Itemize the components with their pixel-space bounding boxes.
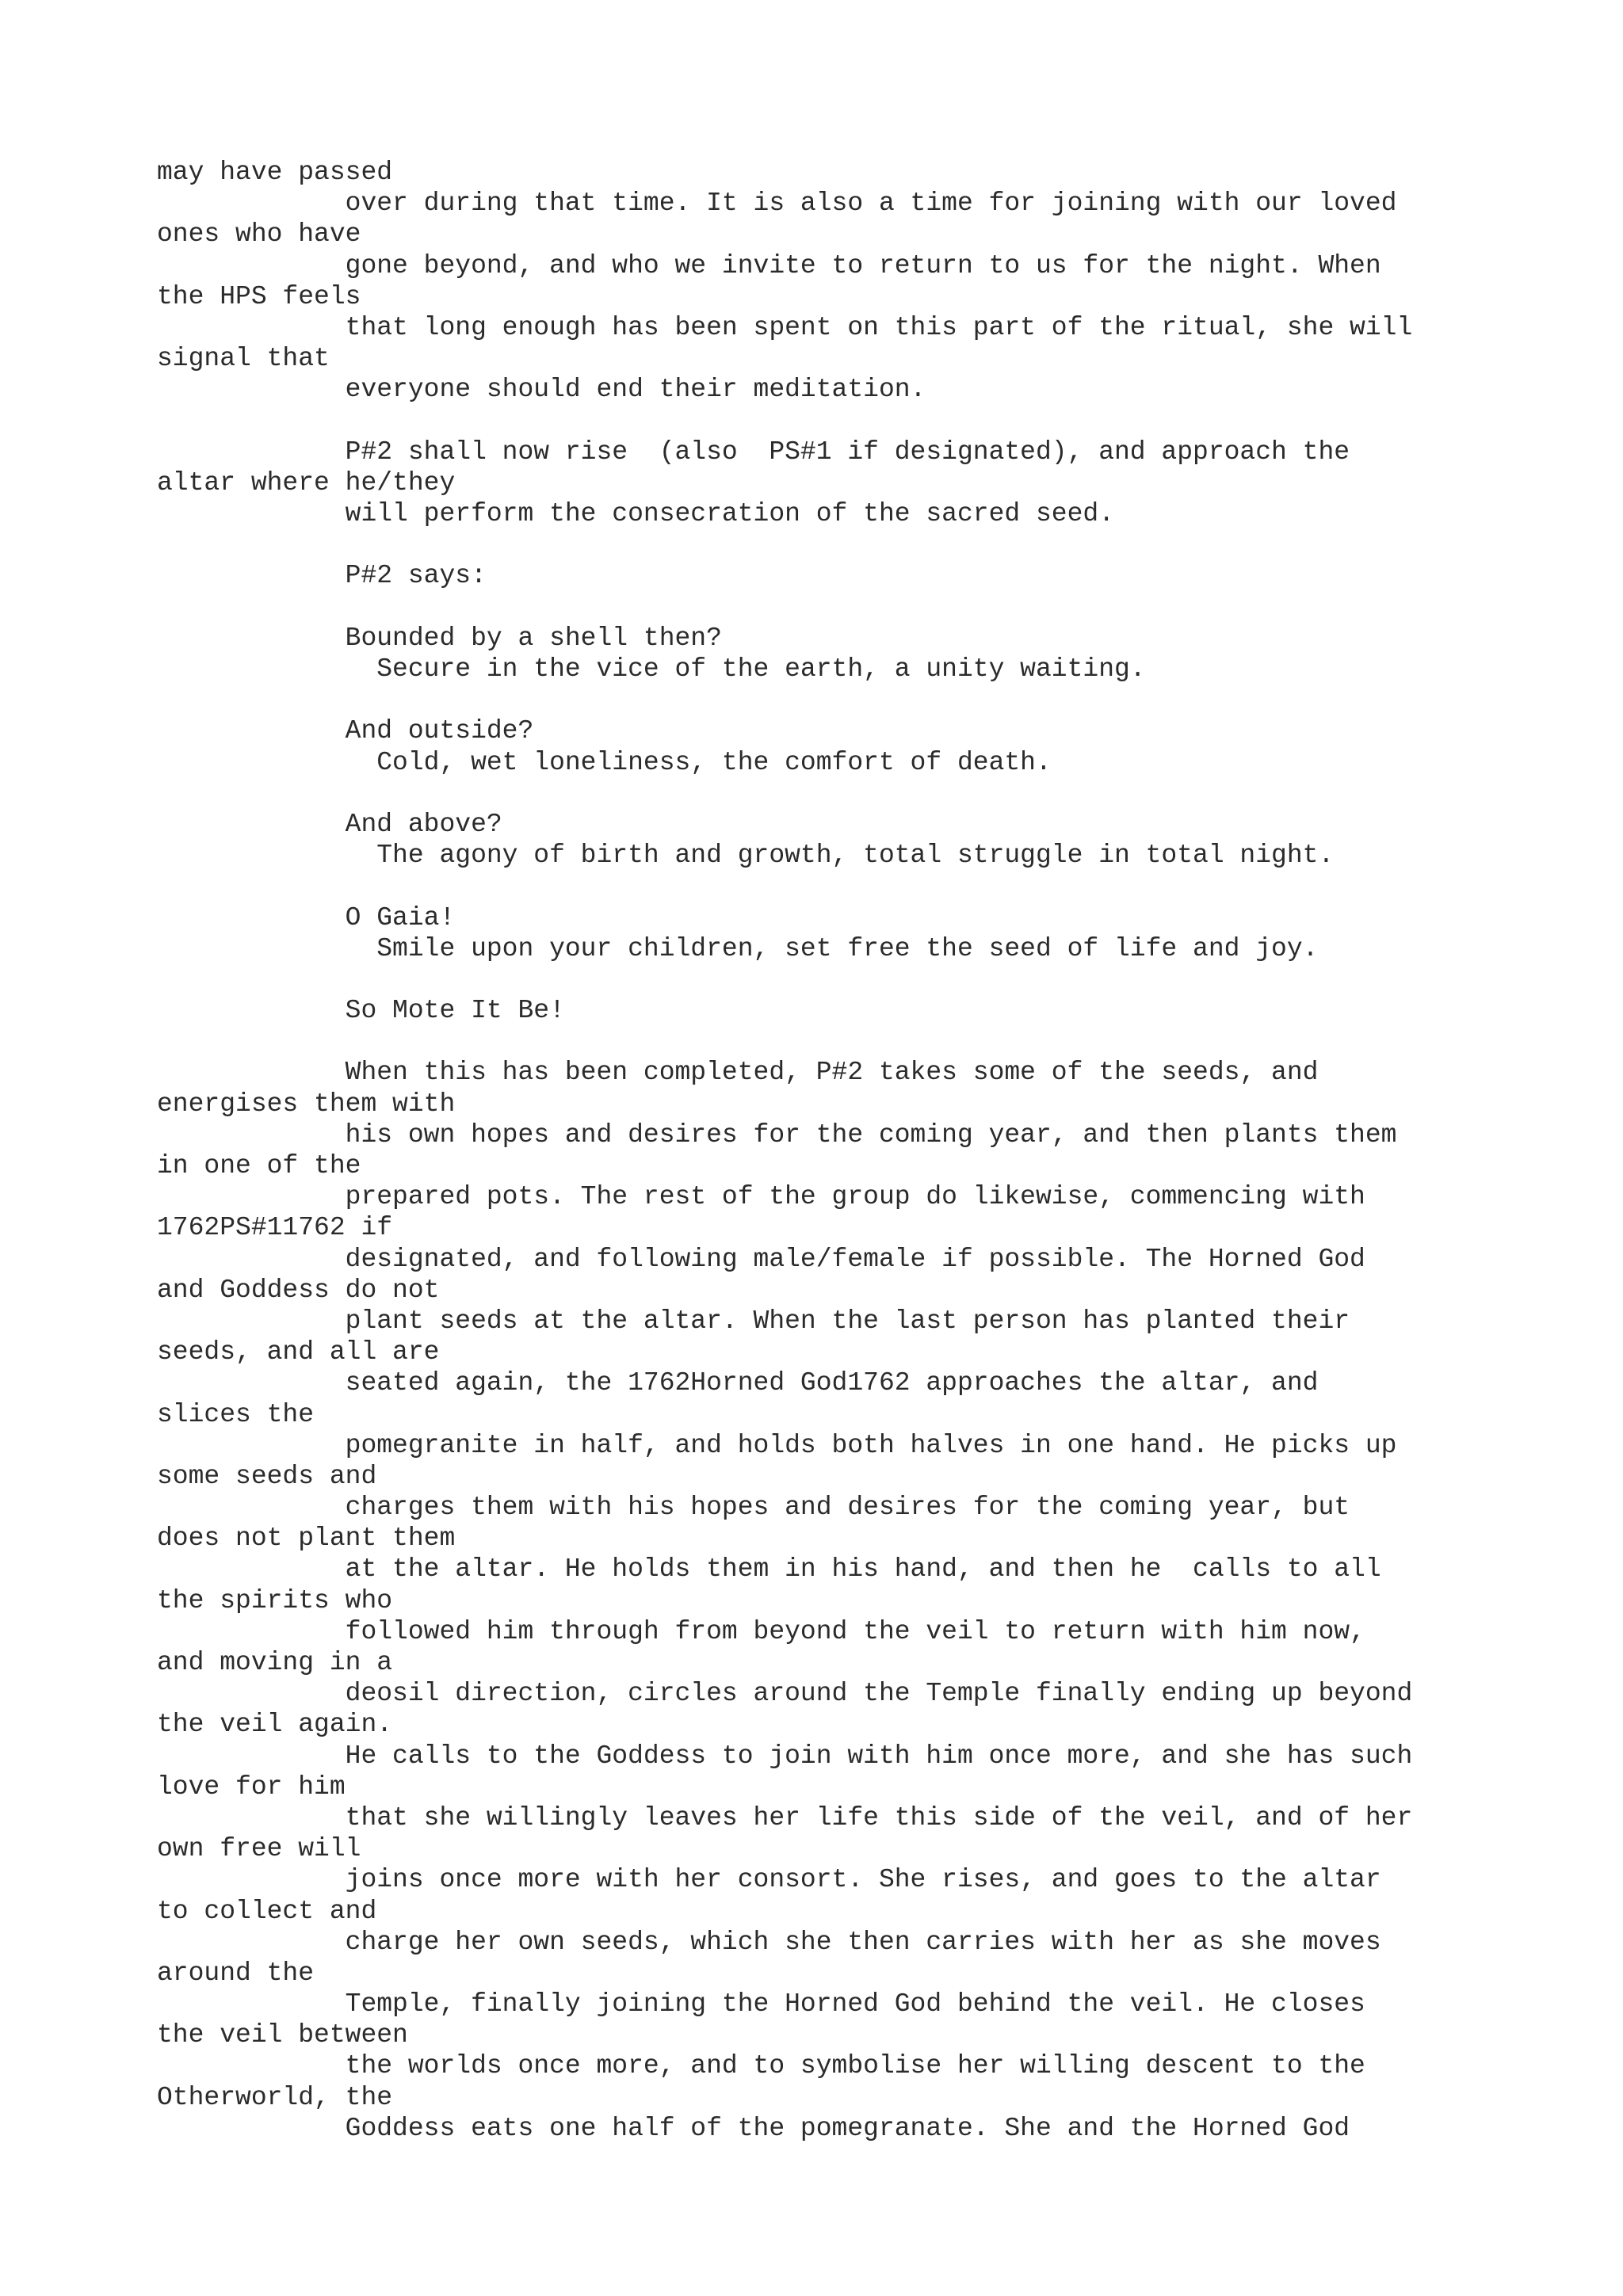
text-line: the veil again. [157, 1710, 393, 1740]
text-line: the veil between [157, 2020, 408, 2050]
text-line: everyone should end their meditation. [157, 375, 926, 405]
text-line: charges them with his hopes and desires for the coming year, but [157, 1493, 1350, 1523]
text-line: designated, and following male/female if possible. The Horned God [157, 1244, 1365, 1274]
text-line: will perform the consecration of the sacred seed. [157, 499, 1114, 529]
text-line: around the [157, 1958, 315, 1988]
text-line: some seeds and [157, 1461, 377, 1491]
text-line: energises them with [157, 1089, 456, 1119]
blank-line [157, 1026, 1412, 1057]
text-line: And above? [157, 809, 502, 839]
text-line: love for him [157, 1772, 346, 1802]
text-line: O Gaia! [157, 902, 456, 933]
text-line: joins once more with her consort. She rises, and goes to the altar [157, 1865, 1381, 1895]
text-line: signal that [157, 344, 330, 374]
text-line: P#2 shall now rise (also PS#1 if designated), and approach the [157, 437, 1350, 467]
text-line: over during that time. It is also a time for joining with our loved [157, 189, 1397, 219]
text-line: followed him through from beyond the veil to return with him now, [157, 1616, 1365, 1646]
blank-line [157, 871, 1412, 902]
text-line: at the altar. He holds them in his hand, and then he calls to all [157, 1554, 1381, 1585]
text-line: ones who have [157, 219, 361, 250]
text-line: slices the [157, 1399, 315, 1429]
text-line: to collect and [157, 1896, 377, 1926]
text-line: He calls to the Goddess to join with him once more, and she has such [157, 1741, 1413, 1771]
text-line: Secure in the vice of the earth, a unity waiting. [157, 654, 1146, 684]
text-line: seeds, and all are [157, 1337, 440, 1367]
blank-line [157, 964, 1412, 995]
blank-line [157, 592, 1412, 623]
blank-line [157, 685, 1412, 715]
text-line: the spirits who [157, 1585, 393, 1615]
text-line: charge her own seeds, which she then carries with her as she moves [157, 1927, 1381, 1957]
text-line: the HPS feels [157, 281, 361, 311]
text-line: P#2 says: [157, 561, 487, 591]
text-line: Bounded by a shell then? [157, 623, 722, 653]
text-line: own free will [157, 1834, 361, 1864]
text-line: When this has been completed, P#2 takes some of the seeds, and [157, 1058, 1319, 1088]
text-line: that long enough has been spent on this part of the ritual, she will [157, 312, 1413, 342]
text-line: and Goddess do not [157, 1275, 440, 1305]
text-line: The agony of birth and growth, total struggle in total night. [157, 841, 1335, 871]
text-line: gone beyond, and who we invite to return to us for the night. When [157, 250, 1381, 280]
text-line: and moving in a [157, 1648, 393, 1677]
text-line: that she willingly leaves her life this side of the veil, and of her [157, 1802, 1413, 1833]
text-line: Temple, finally joining the Horned God behind the veil. He closes [157, 1989, 1365, 2019]
text-line: does not plant them [157, 1524, 456, 1554]
text-line: the worlds once more, and to symbolise her willing descent to the [157, 2051, 1365, 2081]
text-line: altar where he/they [157, 467, 456, 498]
blank-line [157, 778, 1412, 809]
text-line: Cold, wet loneliness, the comfort of death. [157, 747, 1052, 777]
text-line: Goddess eats one half of the pomegranate. She and the Horned God [157, 2113, 1350, 2143]
text-line: plant seeds at the altar. When the last person has planted their [157, 1306, 1350, 1336]
text-line: may have passed [157, 158, 393, 187]
document-body [157, 157, 1412, 2144]
blank-line [157, 529, 1412, 560]
text-line: Otherworld, the [157, 2082, 393, 2112]
text-line: So Mote It Be! [157, 996, 565, 1026]
blank-line [157, 406, 1412, 437]
text-line: seated again, the 1762Horned God1762 approaches the altar, and [157, 1368, 1319, 1398]
text-line: deosil direction, circles around the Temple finally ending up beyond [157, 1679, 1413, 1709]
text-line: his own hopes and desires for the coming year, and then plants them [157, 1119, 1397, 1150]
text-line: prepared pots. The rest of the group do likewise, commencing with [157, 1182, 1365, 1212]
text-line: in one of the [157, 1151, 361, 1180]
text-line: 1762PS#11762 if [157, 1213, 393, 1243]
text-line: pomegranite in half, and holds both halves in one hand. He picks up [157, 1430, 1397, 1460]
text-line: And outside? [157, 716, 534, 746]
text-line: Smile upon your children, set free the seed of life and joy. [157, 933, 1319, 963]
